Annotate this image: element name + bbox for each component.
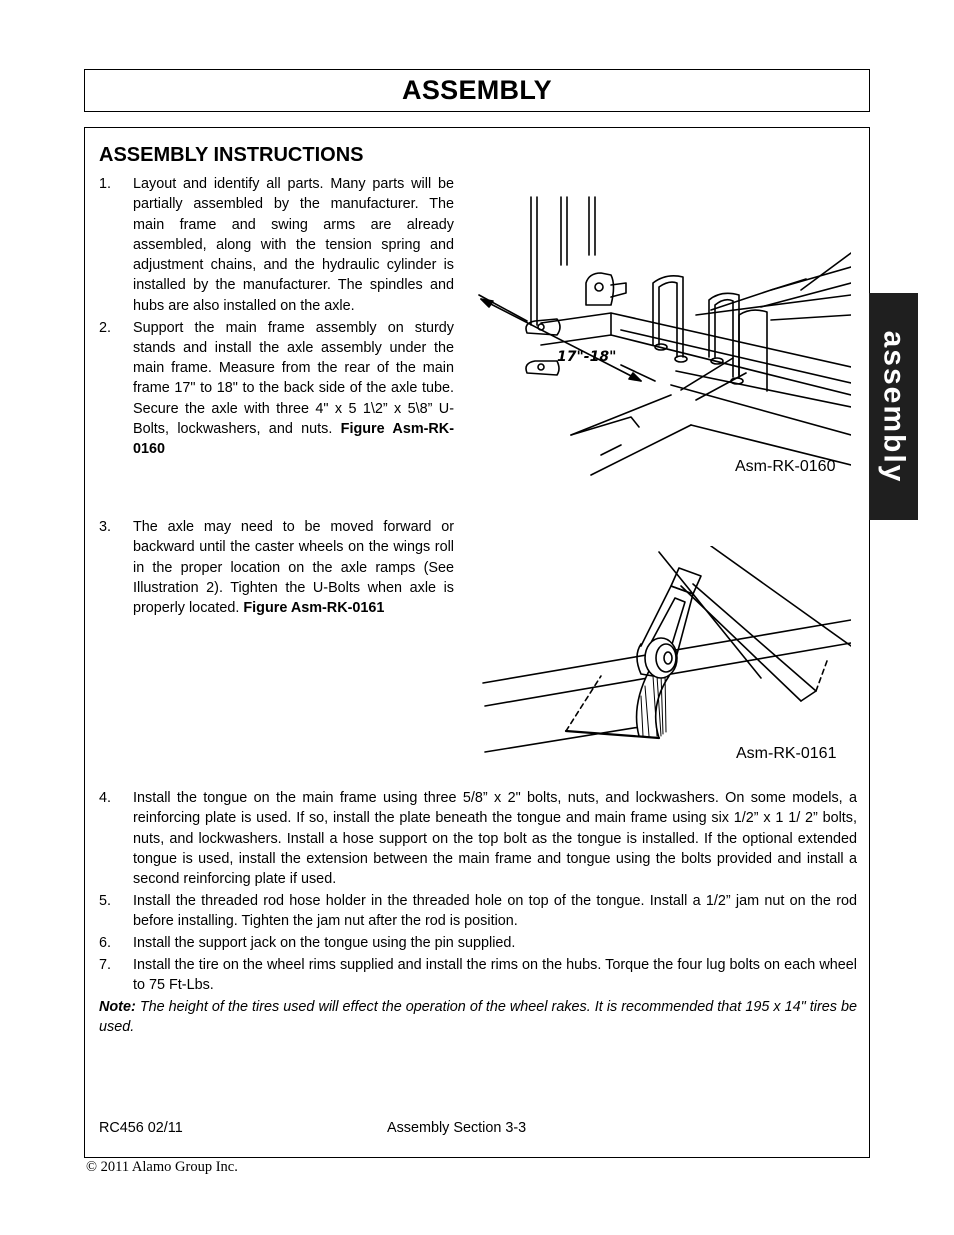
section-title: ASSEMBLY INSTRUCTIONS — [99, 144, 364, 166]
note-label: Note: — [99, 999, 136, 1015]
step-7 — [99, 955, 857, 996]
step-number: 4. — [99, 790, 112, 806]
note-paragraph — [99, 997, 857, 1037]
steps-list-middle — [99, 517, 454, 620]
step-3 — [99, 517, 454, 618]
figure-label-asm-rk-0161: Asm-RK-0161 — [736, 745, 837, 762]
copyright: © 2011 Alamo Group Inc. — [86, 1159, 238, 1175]
step-5 — [99, 891, 857, 932]
side-tab-label: assembly — [877, 330, 911, 483]
figure-asm-rk-0160 — [471, 195, 851, 485]
step-number: 3. — [99, 519, 112, 535]
step-number: 5. — [99, 892, 112, 909]
step-text: Install the threaded rod hose holder in the threaded hole on top of the tongue. Install a 1/2” jam nut on the rod before installing. Tighten the jam nut after the rod is position. — [133, 892, 857, 930]
step-text: Layout and identify all parts. Many parts will be partially assembled by the manufacturer. The main frame and swing arms are already assembled, along with the tension spring and adjustment chains, and the hydraulic cylinder is installed by the manufacturer. The spindles and hubs are also installed on the axle. — [133, 176, 454, 314]
step-number: 2. — [99, 319, 112, 336]
steps-list-bottom — [99, 788, 857, 997]
dimension-label: 17"-18" — [557, 349, 617, 365]
step-text: The axle may need to be moved forward or backward until the caster wheels on the wings roll in the proper location on the axle ramps (See Illustration 2). Tighten the U-Bolts when axle is properly located. — [133, 519, 454, 617]
steps-list-top — [99, 174, 454, 461]
footer-section: Assembly Section 3-3 — [387, 1120, 527, 1136]
side-tab — [869, 293, 918, 520]
figure-label-asm-rk-0160: Asm-RK-0160 — [735, 458, 836, 475]
figure-reference: Figure Asm-RK-0161 — [243, 600, 385, 617]
step-text: Install the support jack on the tongue using the pin supplied. — [133, 935, 516, 952]
note-text: The height of the tires used will effect the operation of the wheel rakes. It is recommended that 195 x 14" tires be used. — [99, 999, 857, 1035]
step-number: 1. — [99, 176, 112, 192]
step-number: 7. — [99, 956, 112, 973]
page-header — [84, 69, 870, 112]
step-text: Support the main frame assembly on sturdy stands and install the axle assembly under the main frame. Measure from the rear of the main frame 17" to 18" to the back side of the axle tube. Secure the axle with three 4" x 5 1\2” x 5\8” U-Bolts, lockwashers, and nuts. — [133, 319, 454, 438]
content-panel — [84, 127, 870, 1158]
footer-model-date: RC456 02/11 — [99, 1120, 183, 1136]
step-number: 6. — [99, 935, 112, 952]
step-2 — [99, 318, 454, 460]
figure-reference: Figure Asm-RK-0160 — [133, 421, 454, 458]
step-1 — [99, 174, 454, 316]
step-text: Install the tire on the wheel rims supplied and install the rims on the hubs. Torque the four lug bolts on each wheel to 75 Ft-Lbs. — [133, 956, 857, 994]
step-4 — [99, 788, 857, 889]
step-text: Install the tongue on the main frame using three 5/8” x 2" bolts, nuts, and lockwashers. On some models, a reinforcing plate is used. If so, install the plate beneath the tongue and main frame using six 1/2” x 1 1/ 2” bolts, nuts, and lockwashers. Install a hose support on the top bolt as the tongue is installed. If the optional extended tongue is used, install the extension between the main frame and tongue using the bolts provided and install a second reinforcing plate if used. — [133, 790, 857, 888]
page-title: ASSEMBLY — [402, 75, 552, 105]
step-6 — [99, 933, 857, 953]
